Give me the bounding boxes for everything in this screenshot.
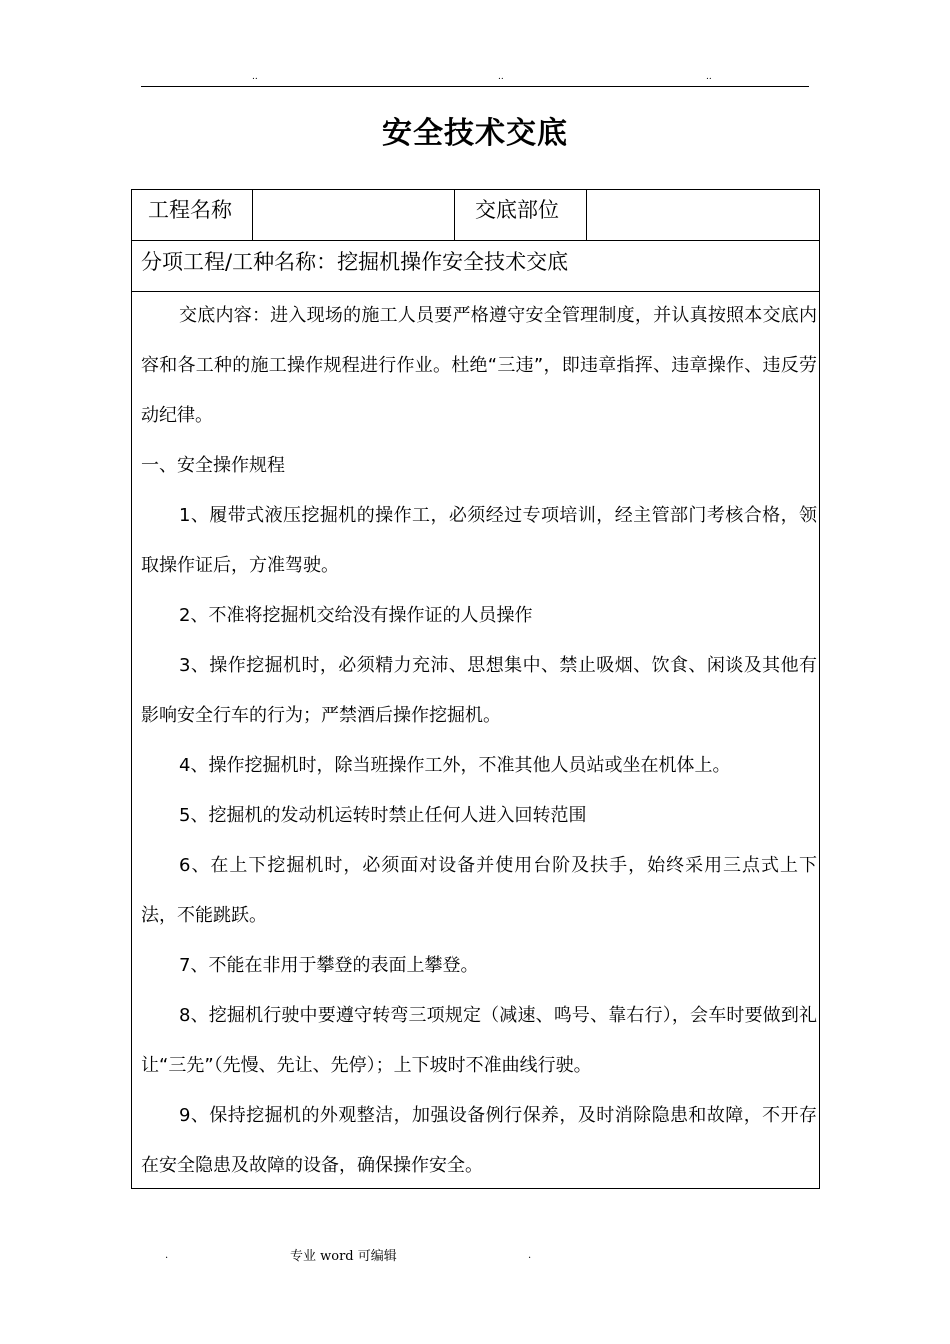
location-value-cell[interactable] (587, 190, 819, 240)
rule-item-8: 8、挖掘机行驶中要遵守转弯三项规定（减速、鸣号、靠右行），会车时要做到礼让“三先”（先慢、先让、先停）；上下坡时不准曲线行驶。 (141, 1005, 817, 1076)
header-rule (141, 86, 809, 87)
header-mark-center: .. (498, 72, 504, 82)
subject-line: 分项工程/工种名称：挖掘机操作安全技术交底 (141, 250, 569, 274)
section-heading: 一、安全操作规程 (141, 455, 285, 476)
rule-item-3: 3、操作挖掘机时，必须精力充沛、思想集中、禁止吸烟、饮食、闲谈及其他有影响安全行车的行为；严禁酒后操作挖掘机。 (141, 655, 817, 726)
intro-paragraph: 交底内容：进入现场的施工人员要严格遵守安全管理制度，并认真按照本交底内容和各工种的施工操作规程进行作业。杜绝“三违”，即违章指挥、违章操作、违反劳动纪律。 (141, 305, 817, 426)
disclosure-content (141, 291, 817, 1191)
page-title: 安全技术交底 (382, 116, 568, 151)
header-mark-left: .. (252, 72, 258, 82)
subject-row (132, 241, 819, 292)
header-mark-right: .. (706, 72, 712, 82)
rule-item-7: 7、不能在非用于攀登的表面上攀登。 (179, 955, 479, 976)
rule-item-1: 1、履带式液压挖掘机的操作工，必须经过专项培训，经主管部门考核合格，领取操作证后，方准驾驶。 (141, 505, 817, 576)
rule-item-9: 9、保持挖掘机的外观整洁，加强设备例行保养，及时消除隐患和故障，不开存在安全隐患及故障的设备，确保操作安全。 (141, 1105, 817, 1176)
location-label: 交底部位 (475, 198, 559, 222)
project-name-value-cell[interactable] (253, 190, 455, 240)
table-header-row (132, 190, 819, 241)
project-name-label: 工程名称 (148, 198, 232, 222)
project-name-label-cell (132, 190, 253, 240)
disclosure-table (131, 189, 820, 1189)
rule-item-6: 6、在上下挖掘机时，必须面对设备并使用台阶及扶手，始终采用三点式上下法，不能跳跃。 (141, 855, 817, 926)
rule-item-5: 5、挖掘机的发动机运转时禁止任何人进入回转范围 (179, 805, 587, 826)
footer-mark-left: . (165, 1250, 169, 1261)
location-label-cell (455, 190, 587, 240)
rule-item-4: 4、操作挖掘机时，除当班操作工外，不准其他人员站或坐在机体上。 (179, 755, 731, 776)
footer-text: 专业 word 可编辑 (290, 1249, 397, 1264)
footer-mark-right: . (528, 1250, 532, 1261)
rule-item-2: 2、不准将挖掘机交给没有操作证的人员操作 (179, 605, 533, 626)
